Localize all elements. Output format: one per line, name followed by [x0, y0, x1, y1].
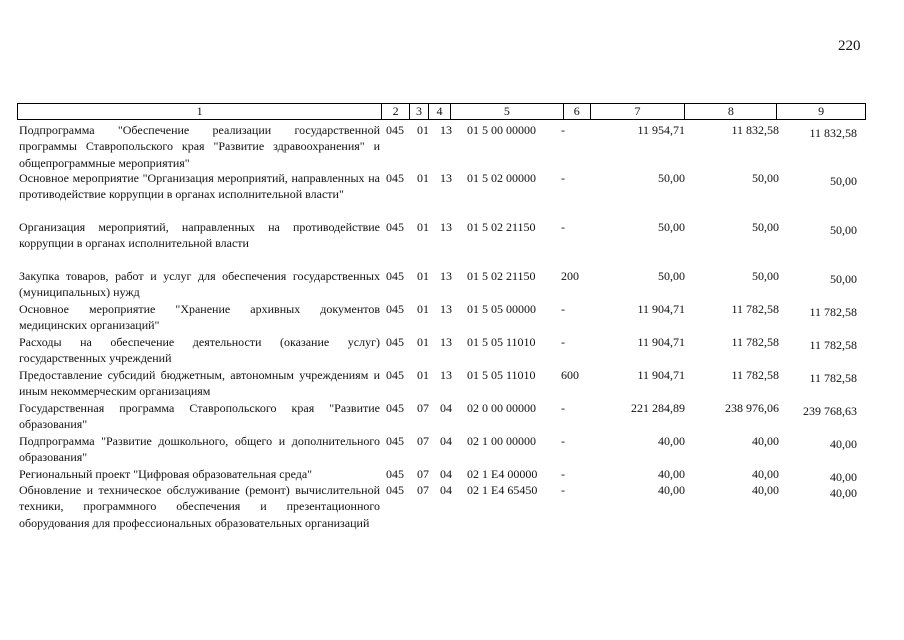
row-description: Закупка товаров, работ и услуг для обеспечения государственных (муниципальных) нужд — [19, 269, 380, 300]
cell-c9: 50,00 — [830, 223, 857, 237]
cell-c9: 40,00 — [830, 486, 857, 500]
cell-c5: 02 1 00 00000 — [467, 434, 536, 448]
cell-c9: 50,00 — [830, 174, 857, 188]
cell-c9: 40,00 — [830, 470, 857, 484]
cell-c3: 01 — [417, 123, 429, 137]
cell-c7: 40,00 — [658, 467, 685, 481]
cell-c7: 40,00 — [658, 483, 685, 497]
cell-c9: 11 782,58 — [809, 305, 857, 319]
cell-c8: 11 782,58 — [731, 368, 779, 382]
cell-c5: 01 5 05 11010 — [467, 335, 536, 349]
header-col-8: 8 — [685, 104, 777, 119]
cell-c6: - — [561, 483, 565, 497]
cell-c2: 045 — [386, 467, 404, 481]
cell-c6: 200 — [561, 269, 579, 283]
cell-c2: 045 — [386, 401, 404, 415]
header-col-9: 9 — [818, 104, 825, 118]
cell-c6: - — [561, 171, 565, 185]
row-description: Предоставление субсидий бюджетным, автономным учреждениям и иным некоммерческим организациям — [19, 368, 380, 399]
cell-c7: 221 284,89 — [631, 401, 685, 415]
cell-c2: 045 — [386, 368, 404, 382]
cell-c6: - — [561, 401, 565, 415]
cell-c8: 50,00 — [752, 220, 779, 234]
table-row — [19, 122, 864, 170]
cell-c6: 600 — [561, 368, 579, 382]
cell-c4: 13 — [440, 269, 452, 283]
header-col-1: 1 — [18, 104, 382, 119]
table-row — [19, 268, 864, 301]
row-description: Расходы на обеспечение деятельности (оказание услуг) государственных учреждений — [19, 335, 380, 366]
row-description: Подпрограмма "Обеспечение реализации государственной программы Ставропольского края "Развитие здравоохранения" и общепрограммные мероприятия" — [19, 123, 380, 170]
cell-c6: - — [561, 335, 565, 349]
table-row — [19, 466, 864, 483]
cell-c4: 04 — [440, 434, 452, 448]
cell-c5: 02 0 00 00000 — [467, 401, 536, 415]
row-description: Основное мероприятие "Организация мероприятий, направленных на противодействие коррупции в органах исполнительной власти" — [19, 171, 380, 202]
cell-c5: 01 5 00 00000 — [467, 123, 536, 137]
cell-c6: - — [561, 123, 565, 137]
cell-c2: 045 — [386, 302, 404, 316]
cell-c2: 045 — [386, 483, 404, 497]
cell-c7: 11 954,71 — [637, 123, 685, 137]
cell-c9: 239 768,63 — [803, 404, 857, 418]
cell-c4: 13 — [440, 335, 452, 349]
cell-c5: 02 1 E4 65450 — [467, 483, 538, 497]
table-row — [19, 301, 864, 334]
cell-c4: 04 — [440, 483, 452, 497]
cell-c8: 40,00 — [752, 467, 779, 481]
row-description: Организация мероприятий, направленных на противодействие коррупции в органах исполнительной власти — [19, 220, 380, 251]
cell-c2: 045 — [386, 269, 404, 283]
row-description: Подпрограмма "Развитие дошкольного, общего и дополнительного образования" — [19, 434, 380, 465]
cell-c7: 50,00 — [658, 220, 685, 234]
cell-c2: 045 — [386, 434, 404, 448]
cell-c4: 04 — [440, 401, 452, 415]
header-col-5: 5 — [451, 104, 564, 119]
cell-c9: 11 782,58 — [809, 371, 857, 385]
cell-c9: 40,00 — [830, 437, 857, 451]
cell-c7: 40,00 — [658, 434, 685, 448]
cell-c8: 40,00 — [752, 483, 779, 497]
cell-c7: 50,00 — [658, 171, 685, 185]
cell-c2: 045 — [386, 171, 404, 185]
cell-c4: 13 — [440, 220, 452, 234]
cell-c5: 02 1 E4 00000 — [467, 467, 538, 481]
header-col-7: 7 — [591, 104, 686, 119]
cell-c4: 13 — [440, 368, 452, 382]
header-col-3: 3 — [410, 104, 429, 119]
header-col-4: 4 — [429, 104, 451, 119]
table-row — [19, 400, 864, 433]
cell-c8: 11 782,58 — [731, 335, 779, 349]
cell-c5: 01 5 05 00000 — [467, 302, 536, 316]
header-col-6: 6 — [564, 104, 591, 119]
cell-c5: 01 5 02 00000 — [467, 171, 536, 185]
table-row — [19, 219, 864, 267]
cell-c3: 01 — [417, 335, 429, 349]
cell-c7: 50,00 — [658, 269, 685, 283]
table-row — [19, 170, 864, 218]
cell-c8: 50,00 — [752, 171, 779, 185]
cell-c6: - — [561, 302, 565, 316]
cell-c3: 01 — [417, 220, 429, 234]
table-header — [17, 103, 866, 120]
cell-c4: 04 — [440, 467, 452, 481]
cell-c3: 07 — [417, 434, 429, 448]
cell-c5: 01 5 02 21150 — [467, 220, 536, 234]
cell-c7: 11 904,71 — [637, 368, 685, 382]
cell-c9: 11 832,58 — [809, 126, 857, 140]
table-row — [19, 367, 864, 400]
cell-c7: 11 904,71 — [637, 335, 685, 349]
row-description: Государственная программа Ставропольского края "Развитие образования" — [19, 401, 380, 432]
cell-c2: 045 — [386, 335, 404, 349]
table-row — [19, 334, 864, 367]
cell-c3: 01 — [417, 302, 429, 316]
cell-c6: - — [561, 467, 565, 481]
row-description: Обновление и техническое обслуживание (ремонт) вычислительной техники, программного обеспечения и презентационного оборудования для профессиональных образовательных организаций — [19, 483, 380, 530]
cell-c5: 01 5 05 11010 — [467, 368, 536, 382]
cell-c4: 13 — [440, 302, 452, 316]
cell-c2: 045 — [386, 123, 404, 137]
cell-c3: 07 — [417, 401, 429, 415]
cell-c8: 238 976,06 — [725, 401, 779, 415]
cell-c8: 50,00 — [752, 269, 779, 283]
cell-c9: 50,00 — [830, 272, 857, 286]
cell-c6: - — [561, 434, 565, 448]
cell-c6: - — [561, 220, 565, 234]
cell-c5: 01 5 02 21150 — [467, 269, 536, 283]
cell-c8: 11 832,58 — [731, 123, 779, 137]
cell-c8: 11 782,58 — [731, 302, 779, 316]
page-number: 220 — [838, 38, 861, 54]
cell-c9: 11 782,58 — [809, 338, 857, 352]
row-description: Основное мероприятие "Хранение архивных документов медицинских организаций" — [19, 302, 380, 333]
cell-c7: 11 904,71 — [637, 302, 685, 316]
cell-c3: 01 — [417, 269, 429, 283]
cell-c4: 13 — [440, 123, 452, 137]
cell-c3: 07 — [417, 483, 429, 497]
cell-c3: 07 — [417, 467, 429, 481]
table-row — [19, 433, 864, 466]
cell-c8: 40,00 — [752, 434, 779, 448]
cell-c2: 045 — [386, 220, 404, 234]
table-row — [19, 482, 864, 548]
row-description: Региональный проект "Цифровая образовательная среда" — [19, 467, 313, 481]
cell-c3: 01 — [417, 368, 429, 382]
cell-c3: 01 — [417, 171, 429, 185]
header-col-2: 2 — [382, 104, 410, 119]
cell-c4: 13 — [440, 171, 452, 185]
